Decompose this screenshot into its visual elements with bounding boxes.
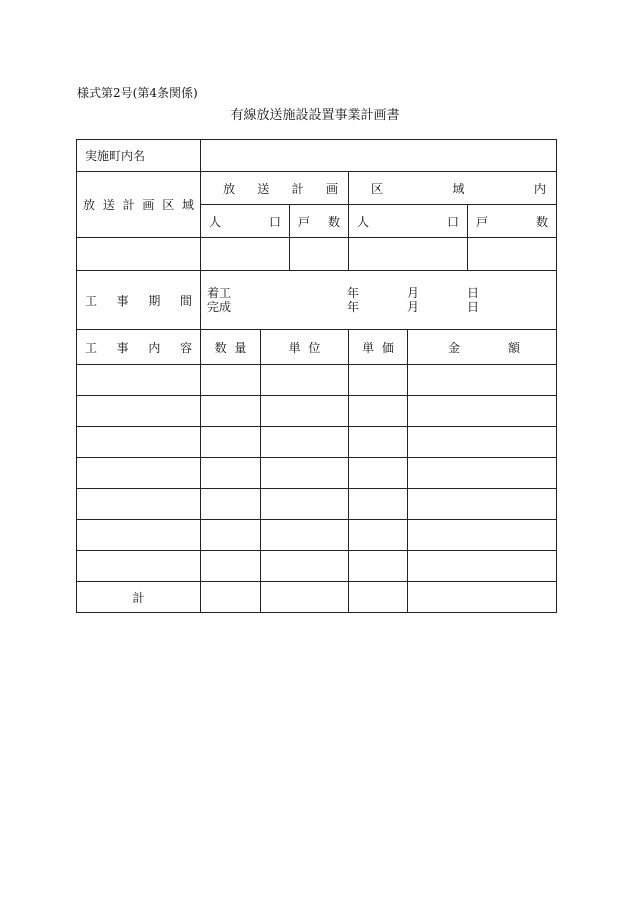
total-label: 計 <box>77 582 201 613</box>
work-content-cell[interactable] <box>77 551 201 582</box>
households-value-1[interactable] <box>290 238 349 271</box>
amount-cell[interactable] <box>408 365 557 396</box>
area-label: 放 送 計 画 区 域 <box>77 172 201 238</box>
unit-cell[interactable] <box>261 365 349 396</box>
end-day: 日 <box>467 300 480 314</box>
table-row <box>77 489 557 520</box>
households-header-1: 戸 数 <box>290 205 349 238</box>
table-row <box>77 396 557 427</box>
zone-header: 区 域 内 <box>349 172 557 205</box>
amount-cell[interactable] <box>408 427 557 458</box>
amount-cell[interactable] <box>408 458 557 489</box>
table-row <box>77 365 557 396</box>
population-value-2[interactable] <box>349 238 468 271</box>
unit-cell[interactable] <box>261 520 349 551</box>
quantity-cell[interactable] <box>201 520 261 551</box>
work-period-row <box>77 271 557 330</box>
amount-cell[interactable] <box>408 520 557 551</box>
work-period-field[interactable] <box>201 271 557 330</box>
quantity-cell[interactable] <box>201 458 261 489</box>
quantity-header: 数 量 <box>201 330 261 365</box>
work-content-cell[interactable] <box>77 365 201 396</box>
population-header-2: 人 口 <box>349 205 468 238</box>
unit-header: 単 位 <box>261 330 349 365</box>
unit-price-cell[interactable] <box>349 520 408 551</box>
quantity-cell[interactable] <box>201 365 261 396</box>
area-values-row <box>77 238 557 271</box>
work-content-cell[interactable] <box>77 489 201 520</box>
area-value-cell[interactable] <box>77 238 201 271</box>
town-name-field[interactable] <box>201 140 557 172</box>
unit-cell[interactable] <box>261 396 349 427</box>
work-content-cell[interactable] <box>77 396 201 427</box>
unit-cell[interactable] <box>261 489 349 520</box>
total-amount-cell[interactable] <box>408 582 557 613</box>
start-month: 月 <box>407 286 420 300</box>
work-content-cell[interactable] <box>77 520 201 551</box>
unit-price-header: 単 価 <box>349 330 408 365</box>
amount-cell[interactable] <box>408 551 557 582</box>
quantity-cell[interactable] <box>201 489 261 520</box>
households-value-2[interactable] <box>468 238 557 271</box>
end-label: 完成 <box>207 300 232 314</box>
table-row <box>77 427 557 458</box>
quantity-cell[interactable] <box>201 396 261 427</box>
end-year: 年 <box>347 300 360 314</box>
work-period-label: 工 事 期 間 <box>77 271 201 330</box>
amount-cell[interactable] <box>408 489 557 520</box>
amount-header: 金 額 <box>408 330 557 365</box>
total-quantity-cell[interactable] <box>201 582 261 613</box>
amount-cell[interactable] <box>408 396 557 427</box>
unit-price-cell[interactable] <box>349 396 408 427</box>
population-value-1[interactable] <box>201 238 290 271</box>
table-row <box>77 551 557 582</box>
unit-price-cell[interactable] <box>349 458 408 489</box>
work-content-cell[interactable] <box>77 458 201 489</box>
plan-table <box>76 139 557 613</box>
quantity-cell[interactable] <box>201 551 261 582</box>
total-unit-cell[interactable] <box>261 582 349 613</box>
broadcast-plan-header: 放 送 計 画 <box>201 172 349 205</box>
town-name-label: 実施町内名 <box>77 140 201 172</box>
households-header-2: 戸 数 <box>468 205 557 238</box>
population-header-1: 人 口 <box>201 205 290 238</box>
table-row <box>77 458 557 489</box>
work-header-row <box>77 330 557 365</box>
work-content-cell[interactable] <box>77 427 201 458</box>
table-row <box>77 520 557 551</box>
unit-price-cell[interactable] <box>349 489 408 520</box>
document-title: 有線放送施設設置事業計画書 <box>230 108 400 123</box>
end-month: 月 <box>407 300 420 314</box>
unit-cell[interactable] <box>261 551 349 582</box>
start-day: 日 <box>467 286 480 300</box>
total-unit-price-cell[interactable] <box>349 582 408 613</box>
unit-price-cell[interactable] <box>349 427 408 458</box>
form-number: 様式第2号(第4条関係) <box>77 86 198 100</box>
unit-price-cell[interactable] <box>349 551 408 582</box>
area-header-row <box>77 172 557 205</box>
unit-cell[interactable] <box>261 458 349 489</box>
town-name-row <box>77 140 557 172</box>
quantity-cell[interactable] <box>201 427 261 458</box>
unit-cell[interactable] <box>261 427 349 458</box>
total-row <box>77 582 557 613</box>
start-label: 着工 <box>207 286 232 300</box>
work-content-label: 工 事 内 容 <box>77 330 201 365</box>
unit-price-cell[interactable] <box>349 365 408 396</box>
start-year: 年 <box>347 286 360 300</box>
